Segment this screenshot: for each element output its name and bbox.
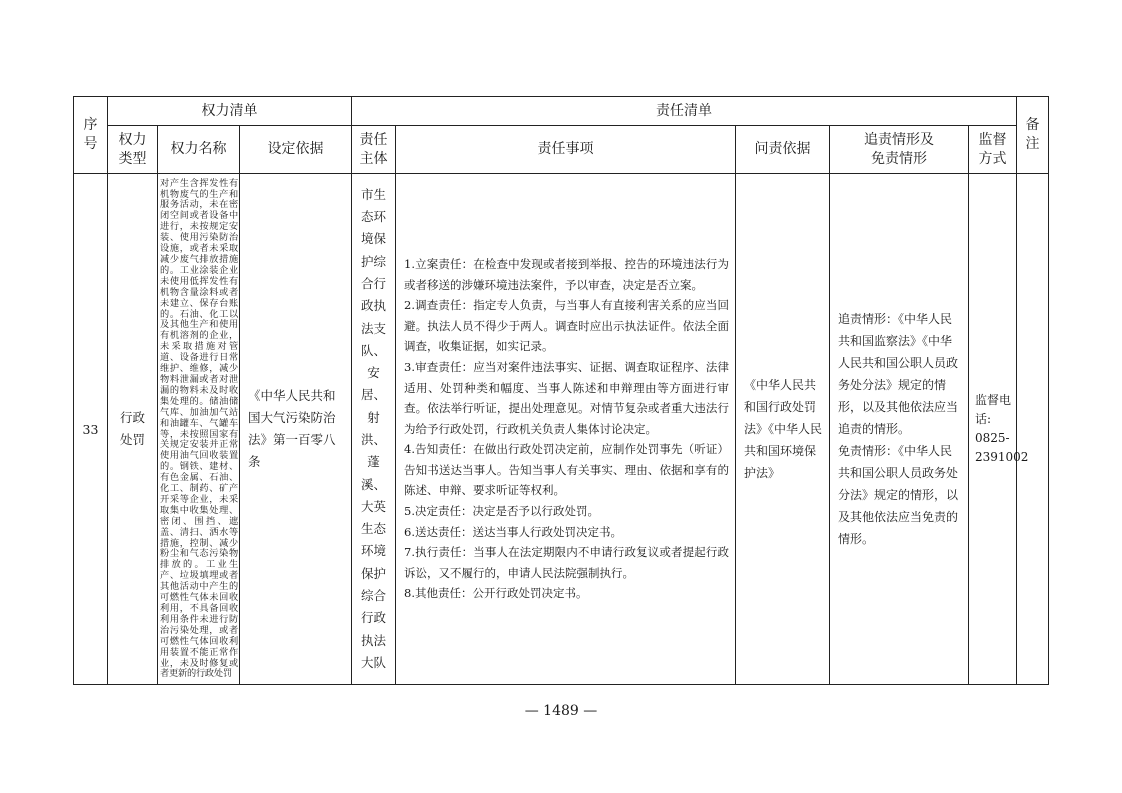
resp-item: 6.送达责任：送达当事人行政处罚决定书。	[404, 524, 622, 539]
header-responsibility-list: 责任清单	[352, 97, 1017, 126]
row-supervision-method	[969, 174, 1029, 685]
header-basis: 设定依据	[240, 126, 352, 174]
header-power-type: 权力类型	[108, 126, 158, 174]
header-remark: 备注	[1017, 97, 1049, 174]
resp-item: 8.其他责任：公开行政处罚决定书。	[404, 586, 588, 601]
header-seq: 序号	[74, 97, 108, 174]
supervision-label: 监督电话:	[975, 393, 1012, 426]
responsibility-table	[73, 96, 1049, 685]
page-number: — 1489 —	[524, 703, 598, 719]
resp-item: 5.决定责任：决定是否予以行政处罚。	[404, 504, 599, 519]
header-liability-situations: 追责情形及免责情形	[830, 126, 969, 174]
row-accountability-basis: 《中华人民共和国行政处罚法》《中华人民共和国环境保护法》	[736, 174, 830, 685]
row-responsibility-items	[396, 174, 736, 685]
row-remark	[1017, 174, 1049, 685]
resp-item: 4.告知责任：在做出行政处罚决定前，应制作处罚事先（听证）告知书送达当事人。告知当事人有关事实、理由、依据和享有的陈述、申辩、要求听证等权利。	[404, 442, 729, 498]
row-responsibility-subject: 市生态环境保护综合行政执法支队、安居、射洪、蓬溪、大英生态环境保护综合行政执法大队	[352, 174, 396, 685]
row-seq: 33	[74, 174, 108, 685]
resp-item: 1.立案责任：在检查中发现或者接到举报、控告的环境违法行为或者移送的涉嫌环境违法案件，予以审查，决定是否立案。	[404, 256, 729, 292]
row-basis: 《中华人民共和国大气污染防治法》第一百零八条	[240, 174, 352, 685]
resp-item: 2.调查责任：指定专人负责，与当事人有直接利害关系的应当回避。执法人员不得少于两人。调查时应出示执法证件。依法全面调查，收集证据，如实记录。	[404, 298, 729, 354]
resp-item: 3.审查责任：应当对案件违法事实、证据、调查取证程序、法律适用、处罚种类和幅度、当事人陈述和申辩理由等方面进行审查。依法举行听证，提出处理意见。对情节复杂或者重大违法行为给予行政处罚，行政机关负责人集体讨论决定。	[404, 359, 729, 436]
header-supervision-method: 监督方式	[969, 126, 1017, 174]
resp-item: 7.执行责任：当事人在法定期限内不申请行政复议或者提起行政诉讼，又不履行的，申请人民法院强制执行。	[404, 545, 729, 580]
header-responsibility-items: 责任事项	[396, 126, 736, 174]
exemption-situation: 免责情形：《中华人民共和国公职人员政务处分法》规定的情形，以及其他依法应当免责的情形。	[838, 444, 959, 546]
supervision-phone: 0825-2391002	[975, 431, 1029, 464]
row-power-type: 行政处罚	[108, 174, 158, 685]
row-liability-situations	[830, 174, 969, 685]
accountability-situation: 追责情形：《中华人民共和国监察法》《中华人民共和国公职人员政务处分法》规定的情形，以及其他依法应当追责的情形。	[838, 312, 959, 436]
header-accountability-basis: 问责依据	[736, 126, 830, 174]
header-power-list: 权力清单	[108, 97, 352, 126]
row-power-name: 对产生含挥发性有机物废气的生产和服务活动，未在密闭空间或者设备中进行，未按规定安装、使用污染防治设施，或者未采取减少废气排放措施的。工业涂装企业未使用低挥发性有机物含量涂料或者未建立、保存台账的。石油、化工以及其他生产和使用有机溶剂的企业，未采取措施对管道、设备进行日常维护、维修，减少物料泄漏或者对泄漏的物料未及时收集处理的。储油储气库、加油加气站和油罐车、气罐车等，未按照国家有关规定安装并正常使用油气回收装置的。钢铁、建材、有色金属、石油、化工、制药、矿产开采等企业，未采取集中收集处理、密闭、围挡、遮盖、清扫、洒水等措施，控制、减少粉尘和气态污染物排放的。工业生产、垃圾填埋或者其他活动中产生的可燃性气体未回收利用，不具备回收利用条件未进行防治污染处理，或者可燃性气体回收利用装置不能正常作业，未及时修复或者更新的行政处罚	[158, 174, 240, 685]
header-responsibility-subject: 责任主体	[352, 126, 396, 174]
header-power-name: 权力名称	[158, 126, 240, 174]
